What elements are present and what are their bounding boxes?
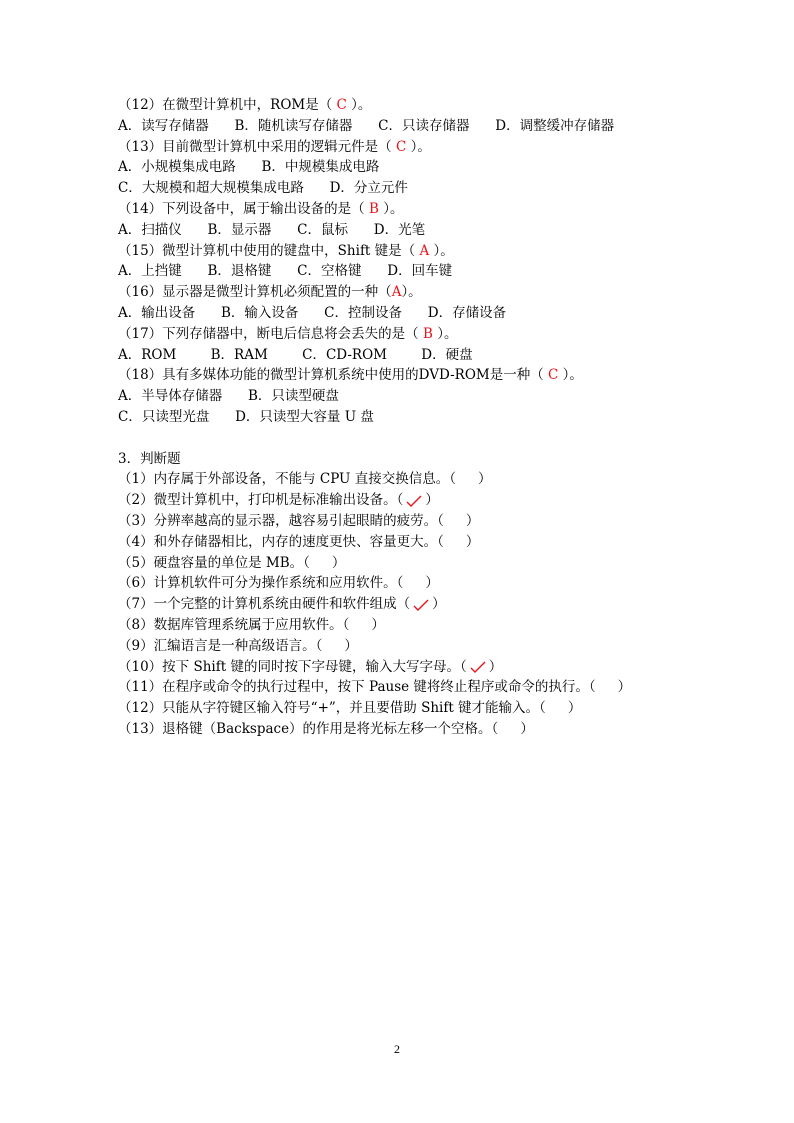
judgment-text: （13）退格键（Backspace）的作用是将光标左移一个空格。（ <box>118 720 499 737</box>
judgment-text: （10）按下 Shift 键的同时按下字母键，输入大写字母。（ <box>118 658 467 675</box>
question-text: （18）具有多媒体功能的微型计算机系统中使用的DVD-ROM是一种（ <box>118 367 548 384</box>
blank-answer <box>322 636 344 657</box>
option-line: A．输出设备 B．输入设备 C．控制设备 D．存储设备 <box>118 304 507 321</box>
judgment-text: （1）内存属于外部设备，不能与 CPU 直接交换信息。（ <box>118 471 456 488</box>
question-text: （15）微型计算机中使用的键盘中，Shift 键是（ <box>118 242 420 259</box>
judgment-text: （5）硬盘容量的单位是 MB。（ <box>118 554 310 571</box>
option-line: A．ROM B．RAM C．CD-ROM D．硬盘 <box>118 346 473 363</box>
answer-letter: C <box>395 138 407 155</box>
content-area <box>118 95 718 740</box>
option-line: A．读写存储器 B．随机读写存储器 C．只读存储器 D．调整缓冲存储器 <box>118 117 615 134</box>
judgment-close: ） <box>465 533 480 550</box>
judgment-question <box>118 511 718 532</box>
judgment-close: ） <box>477 471 492 488</box>
blank-answer <box>349 615 371 636</box>
question-close: ）。 <box>429 242 454 259</box>
option-line: A．上挡键 B．退格键 C．空格键 D．回车键 <box>118 263 453 280</box>
judgment-text: （12）只能从字符键区输入符号“+”，并且要借助 Shift 键才能输入。（ <box>118 700 546 717</box>
question-text: （14）下列设备中，属于输出设备的是（ <box>118 200 369 217</box>
judgment-close: ） <box>432 596 446 613</box>
option-line: C．大规模和超大规模集成电路 D．分立元件 <box>118 180 408 197</box>
judgment-question <box>118 698 718 719</box>
judgment-text: （2）微型计算机中，打印机是标准输出设备。（ <box>118 492 404 509</box>
judgment-question <box>118 677 718 698</box>
judgment-close: ） <box>567 700 582 717</box>
judgment-close: ） <box>617 679 632 696</box>
judgment-question <box>118 532 718 553</box>
judgment-question <box>118 719 718 740</box>
question-line <box>118 137 718 158</box>
option-line: A．小规模集成电路 B．中规模集成电路 <box>118 159 380 176</box>
blank-answer <box>310 553 332 574</box>
judgment-text: （11）在程序或命令的执行过程中，按下 Pause 键将终止程序或命令的执行。（ <box>118 679 596 696</box>
judgment-text: （3）分辨率越高的显示器，越容易引起眼睛的疲劳。（ <box>118 512 444 529</box>
question-close: ）。 <box>378 200 404 217</box>
judgment-close: ） <box>488 658 503 675</box>
answer-letter: C <box>548 367 559 384</box>
judgment-question <box>118 636 718 657</box>
page-number: 2 <box>394 1042 400 1056</box>
question-close: ）。 <box>401 284 422 301</box>
blank-answer <box>546 698 568 719</box>
true-false-section <box>118 469 718 739</box>
judgment-question <box>118 594 718 615</box>
section-gap <box>118 428 718 449</box>
checkmark-icon <box>467 657 489 678</box>
blank-answer <box>444 532 466 553</box>
question-close: ）。 <box>406 138 431 155</box>
question-text: （16）显示器是微型计算机必须配置的一种（ <box>118 284 392 301</box>
question-text: （12）在微型计算机中，ROM是（ <box>118 97 337 113</box>
judgment-close: ） <box>344 637 358 654</box>
question-close: ）。 <box>432 325 458 342</box>
judgment-text: （4）和外存储器相比，内存的速度更快、容量更大。（ <box>118 533 444 550</box>
option-line: A．半导体存储器 B．只读型硬盘 <box>118 388 339 405</box>
answer-letter: A <box>391 284 402 301</box>
judgment-text: （9）汇编语言是一种高级语言。（ <box>118 637 323 654</box>
judgment-text: （8）数据库管理系统属于应用软件。（ <box>118 616 350 633</box>
blank-answer <box>444 511 466 532</box>
question-close: ）。 <box>558 367 583 384</box>
checkmark-icon <box>403 490 425 511</box>
option-line: A．扫描仪 B．显示器 C．鼠标 D．光笔 <box>118 221 426 238</box>
judgment-close: ） <box>331 554 346 571</box>
question-line <box>118 282 718 303</box>
checkmark-icon <box>410 594 432 615</box>
section-title: 3．判断题 <box>118 450 181 467</box>
answer-letter: A <box>419 242 430 259</box>
judgment-question <box>118 490 718 511</box>
judgment-text: （6）计算机软件可分为操作系统和应用软件。（ <box>118 575 404 592</box>
question-close: ）。 <box>346 97 372 113</box>
answer-letter: B <box>368 200 379 217</box>
question-line <box>118 241 718 262</box>
multiple-choice-section <box>118 95 718 428</box>
judgment-close: ） <box>371 616 385 633</box>
judgment-question <box>118 657 718 678</box>
judgment-close: ） <box>425 575 439 592</box>
judgment-close: ） <box>465 512 480 529</box>
judgment-question <box>118 553 718 574</box>
question-text: （17）下列存储器中，断电后信息将会丢失的是（ <box>118 325 423 342</box>
judgment-close: ） <box>520 720 534 737</box>
blank-answer <box>403 573 425 594</box>
question-line <box>118 365 718 386</box>
option-line: C．只读型光盘 D．只读型大容量 U 盘 <box>118 408 374 425</box>
judgment-question <box>118 469 718 490</box>
blank-answer <box>498 719 520 740</box>
judgment-question <box>118 573 718 594</box>
answer-letter: B <box>422 325 433 342</box>
judgment-close: ） <box>425 492 439 509</box>
answer-letter: C <box>336 97 347 113</box>
question-line <box>118 324 718 345</box>
blank-answer <box>456 469 478 490</box>
question-line <box>118 95 718 116</box>
blank-answer <box>596 677 618 698</box>
question-text: （13）目前微型计算机中采用的逻辑元件是（ <box>118 138 396 155</box>
judgment-text: （7）一个完整的计算机系统由硬件和软件组成（ <box>118 596 411 613</box>
question-line <box>118 199 718 220</box>
judgment-question <box>118 615 718 636</box>
